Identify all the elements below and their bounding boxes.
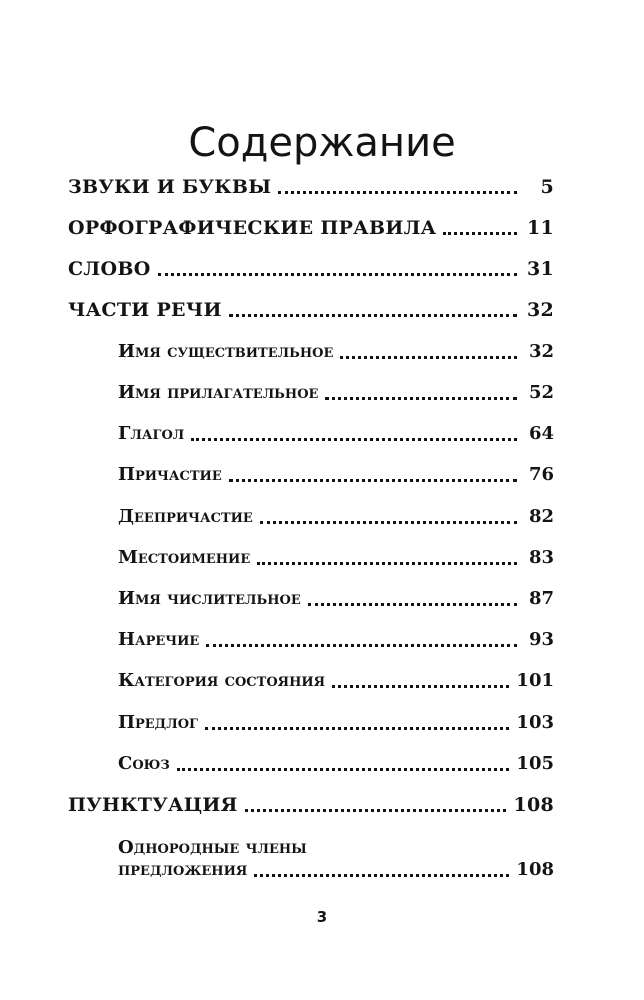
dot-leader [254,874,509,877]
toc-entry-label: предложения [118,859,248,880]
toc-entry-noun[interactable] [118,338,554,366]
toc-entry-page: 87 [528,588,554,609]
toc-entry-numeral[interactable] [118,585,554,613]
dot-leader [245,809,507,812]
dot-leader [206,644,517,647]
toc-entry-page: 101 [516,670,554,691]
dot-leader [332,685,509,688]
dot-leader [205,727,509,730]
toc-entry-page: 64 [528,423,554,444]
toc-entry-page: 83 [528,547,554,568]
toc-entry-conjunction[interactable] [118,750,554,778]
toc-entry-label: СЛОВО [68,258,151,280]
page-title: Содержание [188,119,456,166]
toc-entry-page: 32 [528,341,554,362]
toc-entry-punctuation[interactable] [68,791,554,819]
toc-entry-label: Имя числительное [118,588,301,609]
toc-entry-word[interactable] [68,255,554,283]
toc-entry-page: 52 [528,382,554,403]
toc-entry-page: 103 [516,712,554,733]
toc-entry-page: 32 [526,299,554,321]
dot-leader [229,314,517,317]
toc-entry-page: 93 [528,629,554,650]
toc-entry-label: Местоимение [118,547,251,568]
toc-entry-label: Причастие [118,464,222,485]
toc-entry-parts-of-speech[interactable] [68,296,554,324]
dot-leader [229,479,517,482]
toc-entry-label: Союз [118,753,170,774]
toc-entry-label: Имя существительное [118,341,334,362]
dot-leader [257,562,517,565]
toc-entry-category-of-state[interactable] [118,667,554,695]
toc-entry-page: 108 [516,859,554,880]
toc-entry-label: Глагол [118,423,185,444]
toc-entry-adverb[interactable] [118,626,554,654]
toc-entry-label: Наречие [118,629,200,650]
toc-entry-pronoun[interactable] [118,544,554,572]
toc-entry-participle[interactable] [118,461,554,489]
toc-entry-sounds-letters[interactable] [68,173,554,201]
toc-entry-label: ЧАСТИ РЕЧИ [68,299,222,321]
toc-entry-adjective[interactable] [118,379,554,407]
toc-entry-preposition[interactable] [118,709,554,737]
toc-entry-label: ЗВУКИ И БУКВЫ [68,176,272,198]
toc-entry-label: ОРФОГРАФИЧЕСКИЕ ПРАВИЛА [68,217,437,239]
toc-entry-label: ПУНКТУАЦИЯ [68,794,238,816]
toc-entry-homogeneous-members-line1[interactable]: Однородные члены [118,837,307,858]
dot-leader [278,191,517,194]
toc-entry-page: 108 [513,794,554,816]
toc-entry-page: 5 [540,176,554,198]
toc-entry-label: Деепричастие [118,506,253,527]
toc-entry-page: 76 [528,464,554,485]
toc-entry-verb[interactable] [118,420,554,448]
dot-leader [340,356,517,359]
toc-entry-homogeneous-members[interactable] [118,856,554,884]
dot-leader [443,232,517,235]
dot-leader [158,273,517,276]
page-number: 3 [316,908,328,926]
dot-leader [325,397,517,400]
dot-leader [177,768,510,771]
dot-leader [260,521,517,524]
dot-leader [191,438,517,441]
toc-entry-page: 31 [526,258,554,280]
toc-entry-adverbial-participle[interactable] [118,503,554,531]
toc-entry-page: 82 [528,506,554,527]
toc-entry-label: Имя прилагательное [118,382,319,403]
toc-entry-page: 105 [516,753,554,774]
toc-entry-label: Предлог [118,712,199,733]
dot-leader [308,603,517,606]
toc-entry-orthography-rules[interactable] [68,214,554,242]
toc-entry-page: 11 [526,217,554,239]
toc-entry-label: Категория состояния [118,670,326,691]
